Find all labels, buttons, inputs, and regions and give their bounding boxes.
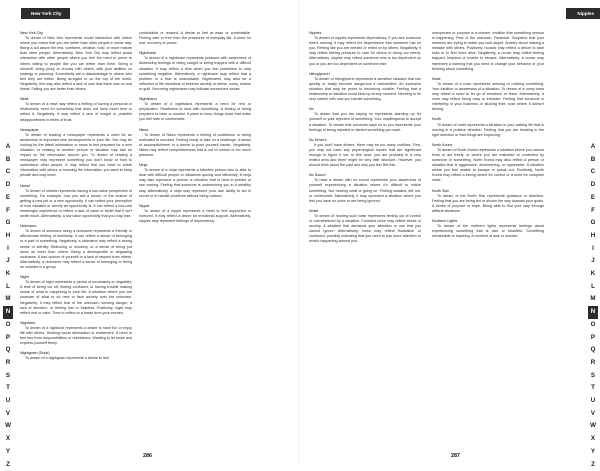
alphabet-tab-z[interactable]: Z: [3, 459, 13, 471]
alphabet-tab-q[interactable]: Q: [3, 344, 13, 357]
entry-text: To dream of a nightstand represents a need for rest or preparation. Readiness to deal with something. A feeling of being prepared to relax or unwind. A place to keep things close that make you feel safe or comfortable.: [139, 102, 251, 122]
entry-text: To dream of a nightclub represents a desire to have fun or enjoy life with others. Seeking social stimulation or excitement. A need to feel free from responsibilities or restrictions. Wanting to let loose and express yourself freely.: [20, 326, 132, 346]
alphabet-tab-i[interactable]: I: [588, 243, 598, 256]
entry-term: Nightgown (Drink): [20, 351, 132, 356]
entry-term: Nipple: [139, 204, 251, 209]
entry-term: North Star: [432, 189, 544, 194]
entry-text: To dream of hearing loud noise represents feeling out of control or overwhelmed by a situation. Constant noise may reflect stress or anxiety. A situation that demands your attention or one that you cannot ignore. Alternatively, noise may reflect frustration or confusion, possibly indicating that you need to pay more attention to what's happening around you.: [309, 214, 421, 245]
entry-term: Nightmare: [139, 51, 251, 56]
entry-term: Nipples: [309, 31, 421, 36]
left-column-1: [20, 31, 132, 366]
alphabet-tab-q[interactable]: Q: [588, 344, 598, 357]
alphabet-tab-m[interactable]: M: [588, 293, 598, 306]
alphabet-tab-x[interactable]: X: [3, 433, 13, 446]
alphabet-tab-a[interactable]: A: [3, 141, 13, 154]
entry-term: Northern Lights: [432, 219, 544, 224]
alphabet-tab-e[interactable]: E: [3, 192, 13, 205]
entry-term: No: [309, 107, 421, 112]
left-column-2: [139, 31, 251, 229]
entry-term: Nikes: [139, 128, 251, 133]
entry-term: Newspaper: [20, 128, 132, 133]
alphabet-tab-h[interactable]: H: [588, 230, 598, 243]
alphabet-tab-k[interactable]: K: [588, 268, 598, 281]
entry-text: To dream of a nipple represents a need to feel supported or nurtured. It may reflect a desire for emotional support. Alternatively, nipples may represent feelings of dependency.: [139, 209, 251, 224]
entry-text: To dream of nitroglycerin represents a sensitive situation that can quickly or easily become dangerous if mishandled. An explosive situation that may be prone to becoming volatile. Feeling that a relationship or situation could blow up at any moment. Needing to be very careful with how you handle something.: [309, 77, 421, 102]
entry-text: To dream of someone using a nickname represents a friendly or affectionate feeling of familiarity. It can reflect a sense of belonging or a part of something. Negatively, a nickname may reflect a strong sense of identity. Ridiculing or mockery, or a sense of being put down as lower than others. Being a disrespectful or degrading nickname. A bad opinion of yourself or a lack of respect from others. Alternatively, a nickname may reflect a sense of belonging or being an outsider in a group.: [20, 229, 132, 270]
alphabet-tab-j[interactable]: J: [3, 255, 13, 268]
alphabet-tab-n[interactable]: N: [588, 306, 598, 319]
alphabet-tab-e[interactable]: E: [588, 192, 598, 205]
alphabet-tab-g[interactable]: G: [588, 217, 598, 230]
alphabet-tab-r[interactable]: R: [3, 357, 13, 370]
dictionary-entry: [309, 107, 421, 132]
dictionary-entry: [20, 224, 132, 270]
entry-text: To dream of Nikes represents a feeling of confidence or being motivated to succeed. Feeling ready to take on a challenge. A sense of accomplishment or a desire to push yourself harder. Negatively, Nikes may reflect competitiveness that is out of control or too much pressure.: [139, 133, 251, 158]
dictionary-entry: [309, 72, 421, 103]
dictionary-entry: [20, 31, 132, 92]
entry-text: To dream of a nose represents sensing or noticing something. Your intuition or awareness of a situation. To dream of a runny nose may reflect a need to let go of emotions or fears. Alternatively, a nose may reflect being nosy or intrusive. Feeling that someone is interfering in your business or sticking their nose where it doesn't belong.: [432, 82, 544, 113]
alphabet-tab-v[interactable]: V: [3, 408, 13, 421]
dictionary-entry: [432, 117, 544, 137]
dictionary-entry: [20, 275, 132, 316]
alphabet-tab-u[interactable]: U: [3, 395, 13, 408]
dictionary-entry: [309, 209, 421, 245]
dictionary-entry: [309, 138, 421, 169]
alphabet-tab-d[interactable]: D: [3, 179, 13, 192]
dictionary-entry: [139, 163, 251, 199]
alphabet-tab-t[interactable]: T: [3, 382, 13, 395]
alphabet-tab-f[interactable]: F: [588, 205, 598, 218]
entry-term: North: [432, 117, 544, 122]
entry-term: New York City: [20, 31, 132, 36]
alphabet-tab-j[interactable]: J: [588, 255, 598, 268]
alphabet-tab-n[interactable]: N: [3, 306, 13, 319]
entry-text: comfortable or relaxed. A desire to feel at ease or comfortable. Feeling safe or free from the pressures of everyday life. A need for rest, recovery or peace.: [139, 31, 251, 46]
alphabet-tab-o[interactable]: O: [3, 319, 13, 332]
entry-text: To dream of the North Star represents guidance or direction. Feeling that you are being led or shown the way towards your goals. A sense of purpose or hope. Being able to find your way through difficult situations.: [432, 194, 544, 214]
entry-text: To dream that you are saying no represents standing up for yourself or your rejection of something. Your unwillingness to accept a situation. To dream that someone says no to you represents your feelings of being rejected or denied something you want.: [309, 112, 421, 132]
entry-term: No Drivers: [309, 138, 421, 143]
entry-term: Nickname: [20, 224, 132, 229]
dictionary-entry: [20, 321, 132, 346]
alphabet-tab-c[interactable]: C: [588, 166, 598, 179]
entry-text: To dream of reading a newspaper represents a need for an awareness of important new developments in your life. You may be looking for the latest information or news to feel prepared for a new situation, or relating to another person or situation that has an impact on the information around you. To dream of reading a newspaper may represent something you don't know or how to understand other people. It may reflect that you have to share information with others or knowing the information you want to keep private and may need.: [20, 133, 132, 179]
entry-term: Nightstand: [139, 97, 251, 102]
dictionary-entry: [20, 184, 132, 220]
entry-term: Nitroglycerin: [309, 72, 421, 77]
left-page: [0, 0, 300, 466]
entry-text: To have a dream with no sound represents your awareness of yourself experiencing a situation where it's difficult to notice something. Not hearing what is going on. Feeling isolated, left out, or uninformed. Alternatively, it may represent a situation where you feel you have no voice or are being ignored.: [309, 178, 421, 203]
dictionary-entry: [432, 143, 544, 184]
alphabet-tab-g[interactable]: G: [3, 217, 13, 230]
alphabet-tab-f[interactable]: F: [3, 205, 13, 218]
entry-text: unexpected or surprise is a chosen. Intuition that something serious is happening. Fear of the unknown. Paranoia. Suspicion that your enemies are trying to make you look stupid. Anxiety about making a mistake with others. Positively, nooses may reflect a desire to take risks or to feel more alive. Negatively, a noose may reflect feeling trapped, helpless or unable to escape. Alternatively, a noose may represent a warning that you need to change your behavior or your thinking about something.: [432, 31, 544, 72]
alphabet-tab-w[interactable]: W: [3, 420, 13, 433]
alphabet-tab-y[interactable]: Y: [588, 446, 598, 459]
dictionary-entry: [139, 97, 251, 122]
entry-text: To dream of nickels represents having a low-value perspective of something. For example, how you sell a house, or the chance of getting a new job or a new opportunity. It can reflect your perception of how valuable or worthy an opportunity is. It can reflect a low-cost meaningful experience or reflect a lack of value or belief that it isn't worth much. Alternatively, a low value opportunity that you may lose.: [20, 189, 132, 220]
entry-text: To dream of a ninja represents a talented person who is able to deal with difficult people or situations quickly and efficiently. A ninja may also represent a person or situation that is hard to predict or see coming. Feeling that someone is undermining you in a stealthy way. Alternatively, a ninja may represent your own ability to act in secret or to handle problems without being noticed.: [139, 168, 251, 199]
alphabet-tab-h[interactable]: H: [3, 230, 13, 243]
entry-text: If you don't have drivers, there may be too many conflicts. First, you may not have any psychological issues that are significant enough to figure it out. In this case, you are probably in a very limited area and there might be very little structure. However, you should think about the past and why you feel like this.: [309, 143, 421, 168]
dictionary-entry: [139, 31, 251, 46]
entry-text: To dream of a nightmare represents pressure with awareness of distressing feelings of being caught or being trapped with a difficult situation. It may reflect a time when you feel powerless to stop something negative. Alternatively, a nightmare may reflect that a problem or a fear is unavoidable. Nightmares may also be a reflection of life situations of extreme anxiety or stress, worry, shame or guilt. Recurring nightmares may indicate unresolved issues.: [139, 56, 251, 92]
dictionary-entry: [309, 173, 421, 204]
alphabet-tab-l[interactable]: L: [588, 281, 598, 294]
entry-term: North Korea: [432, 143, 544, 148]
alphabet-tab-s[interactable]: S: [3, 370, 13, 383]
dictionary-entry: [432, 189, 544, 214]
dictionary-entry: [139, 128, 251, 159]
alphabet-tab-b[interactable]: B: [588, 154, 598, 167]
entry-text: To dream of North Korea represents a situation where you cannot think or act freely, or where you are restricted or controlled by someone or something. North Korea may also reflect a person or situation that is aggressive, domineering, or oppressive. A situation where you feel unable to escape or speak out. Positively, North Korea may reflect a strong desire for control or a need for complete order.: [432, 148, 544, 184]
entry-text: To dream of nipples represents dependency. If you see someone else's nursing, it may reflect the dependence that someone has on you. Feeling like you are needed or relied on by others. Negatively, it may reflect feeling pressure to care for others or being too needy. Alternatively, nipples may reflect someone who is too dependent on you or you are too dependent on someone else.: [309, 36, 421, 67]
entry-text: To dream of north represents a situation in your waking life that is moving in a positive direction. Feeling that you are heading in the right direction or that things are improving.: [432, 123, 544, 138]
entry-term: No Sound: [309, 173, 421, 178]
alphabet-tab-c[interactable]: C: [3, 166, 13, 179]
entry-term: Ninja: [139, 163, 251, 168]
entry-text: To dream of a nightgown represents a desire to feel: [20, 356, 132, 361]
dictionary-entry: [309, 31, 421, 67]
alphabet-tab-v[interactable]: V: [588, 408, 598, 421]
alphabet-tab-i[interactable]: I: [3, 243, 13, 256]
entry-text: To dream of the northern lights represents feelings about experiencing something that is rare or beautiful. Something remarkable or inspiring. A moment of awe or wonder.: [432, 224, 544, 239]
alphabet-tab-p[interactable]: P: [3, 332, 13, 345]
entry-term: Noise: [309, 209, 421, 214]
dictionary-entry: [20, 97, 132, 122]
entry-term: Nickel: [20, 184, 132, 189]
dictionary-entry: [432, 219, 544, 239]
page-number: 287: [451, 453, 460, 459]
entry-term: Newt: [20, 97, 132, 102]
right-page: [300, 0, 600, 466]
right-column-1: [309, 31, 421, 249]
alphabet-tab-t[interactable]: T: [588, 382, 598, 395]
alphabet-tab-b[interactable]: B: [3, 154, 13, 167]
dictionary-entry: [20, 128, 132, 179]
alphabet-tab-x[interactable]: X: [588, 433, 598, 446]
entry-term: Nose: [432, 77, 544, 82]
alphabet-tab-o[interactable]: O: [588, 319, 598, 332]
alphabet-tab-m[interactable]: M: [3, 293, 13, 306]
alphabet-tab-s[interactable]: S: [588, 370, 598, 383]
entry-term: Night: [20, 275, 132, 280]
alphabet-tab-u[interactable]: U: [588, 395, 598, 408]
right-column-2: [432, 31, 544, 244]
dictionary-entry: [139, 204, 251, 224]
alphabet-tab-k[interactable]: K: [3, 268, 13, 281]
dictionary-entry: [20, 351, 132, 361]
entry-term: Nightclub: [20, 321, 132, 326]
entry-text: To dream of night represents a period of uncertainty or negativity. A time of being cut off, feeling confused, or having trouble making sense of what is happening in your life. A situation where you are unaware of what to do next or face anxiety over the unknown. Negatively, it may reflect fear of the unknown, sensing danger, a lack of direction, or feeling lost or helpless. Positively, night may reflect rest or calm. Time to reflect or a break from your worries.: [20, 280, 132, 316]
alphabet-tab-a[interactable]: A: [588, 141, 598, 154]
alphabet-tab-z[interactable]: Z: [588, 459, 598, 471]
alphabet-tab-l[interactable]: L: [3, 281, 13, 294]
running-head: New York City: [21, 8, 70, 19]
entry-text: To dream of New York represents social interaction with others where you notice that you are better than other people in some way. Being a cut above the rest, confident, creative, bold, or more mature than other people. Alternatively, New York City may reflect social interaction with other people where you feel the need to prove to others willing to people like you are better than them. Being a showoff, being picky or choosy with others, with your abilities on strategy or planning. Eccentricity are a disadvantage to others who feel they are better. Being arrogant or on the top of the world. Negatively, this may also reflect a lack of care that there was no real threat. Falling you are better than others.: [20, 36, 132, 92]
alphabet-tab-p[interactable]: P: [588, 332, 598, 345]
alphabet-tab-r[interactable]: R: [588, 357, 598, 370]
alphabet-tab-y[interactable]: Y: [3, 446, 13, 459]
dictionary-entry: [432, 31, 544, 72]
dictionary-entry: [432, 77, 544, 113]
page-number: 286: [143, 453, 152, 459]
dictionary-entry: [139, 51, 251, 92]
entry-text: To dream of a newt may reflect a feeling of having a personal or relationship need for something that does not have much time to reflect it. Negatively, it may reflect a lack of insight or possible disappointment in terms of trust.: [20, 102, 132, 122]
alphabet-tab-d[interactable]: D: [588, 179, 598, 192]
running-head: Nipples: [566, 8, 600, 19]
alphabet-tab-w[interactable]: W: [588, 420, 598, 433]
